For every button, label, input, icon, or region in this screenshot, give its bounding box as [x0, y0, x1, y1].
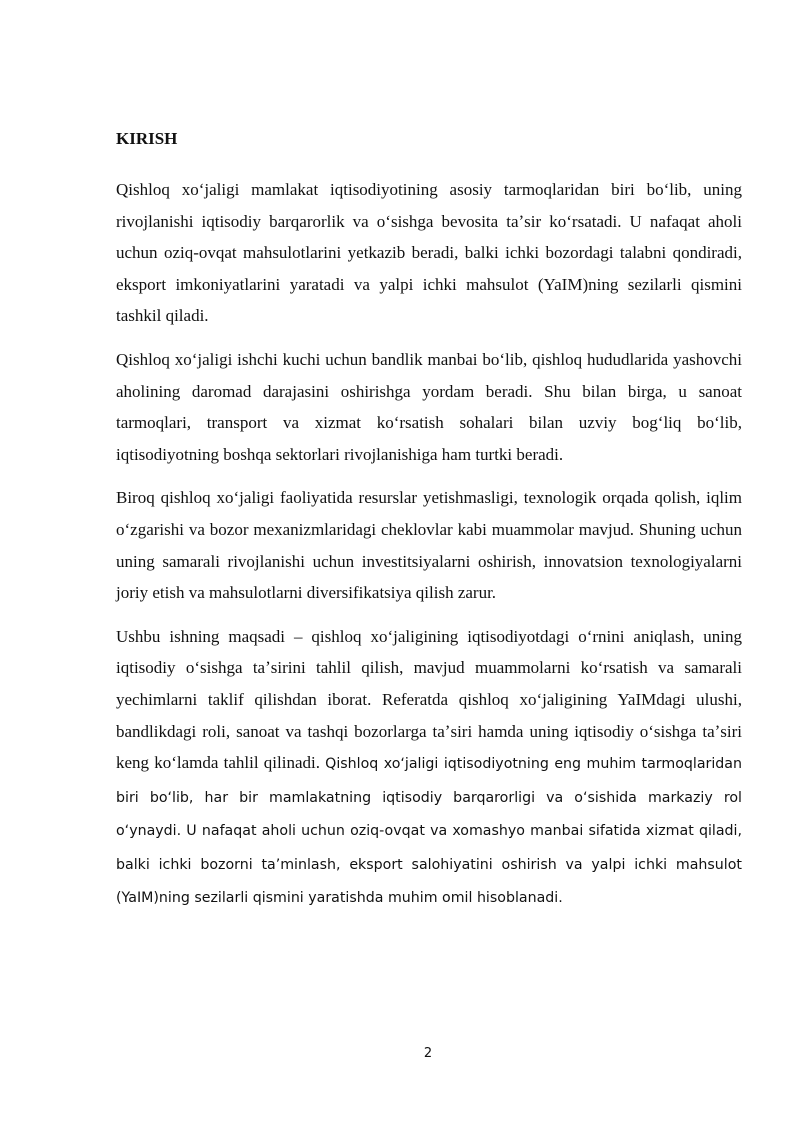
paragraph-4-continuation: Qishloq xo‘jaligi iqtisodiyotning eng muhim tarmoqlaridan biri bo‘lib, har bir mamlakatning iqtisodiy barqarorligi va o‘sishida markaziy rol o‘ynaydi. U nafaqat aholi uchun oziq-ovqat va xomashyo manbai sifatida xizmat qiladi, balki ichki bozorni ta’minlash, eksport salohiyatini oshirish va yalpi ichki mahsulot (YaIM)ning sezilarli qismini yaratishda muhim omil hisoblanadi.: [116, 756, 742, 907]
paragraph-4: [116, 621, 742, 915]
paragraph-3: Biroq qishloq xoʻjaligi faoliyatida resurslar yetishmasligi, texnologik orqada qolish, iqlim oʻzgarishi va bozor mexanizmlaridagi cheklovlar kabi muammolar mavjud. Shuning uchun uning samarali rivojlanishi uchun investitsiyalarni oshirish, innovatsion texnologiyalarni joriy etish va mahsulotlarni diversifikatsiya qilish zarur.: [116, 488, 742, 603]
paragraph-4-main: Ushbu ishning maqsadi – qishloq xoʻjaligining iqtisodiyotdagi oʻrnini aniqlash, uning iqtisodiy oʻsishga taʼsirini tahlil qilish, mavjud muammolarni koʻrsatish va samarali yechimlarni taklif qilishdan iborat. Referatda qishloq xoʻjaligining YaIMdagi ulushi, bandlikdagi roli, sanoat va tashqi bozorlarga taʼsiri hamda uning iqtisodiy oʻsishga taʼsiri keng koʻlamda tahlil qilinadi.: [116, 626, 742, 773]
section-heading: KIRISH: [116, 129, 178, 148]
page-number: 2: [423, 1046, 433, 1061]
page-content: [116, 128, 742, 927]
paragraph-2: Qishloq xoʻjaligi ishchi kuchi uchun bandlik manbai boʻlib, qishloq hududlarida yashovchi aholining daromad darajasini oshirishga yordam beradi. Shu bilan birga, u sanoat tarmoqlari, transport va xizmat koʻrsatish sohalari bilan uzviy bogʻliq boʻlib, iqtisodiyotning boshqa sektorlari rivojlanishiga ham turtki beradi.: [116, 349, 742, 464]
paragraph-1: Qishloq xoʻjaligi mamlakat iqtisodiyotining asosiy tarmoqlaridan biri boʻlib, uning rivojlanishi iqtisodiy barqarorlik va oʻsishga bevosita taʼsir koʻrsatadi. U nafaqat aholi uchun oziq-ovqat mahsulotlarini yetkazib beradi, balki ichki bozordagi talabni qondiradi, eksport imkoniyatlarini yaratadi va yalpi ichki mahsulot (YaIM)ning sezilarli qismini tashkil qiladi.: [116, 180, 742, 326]
